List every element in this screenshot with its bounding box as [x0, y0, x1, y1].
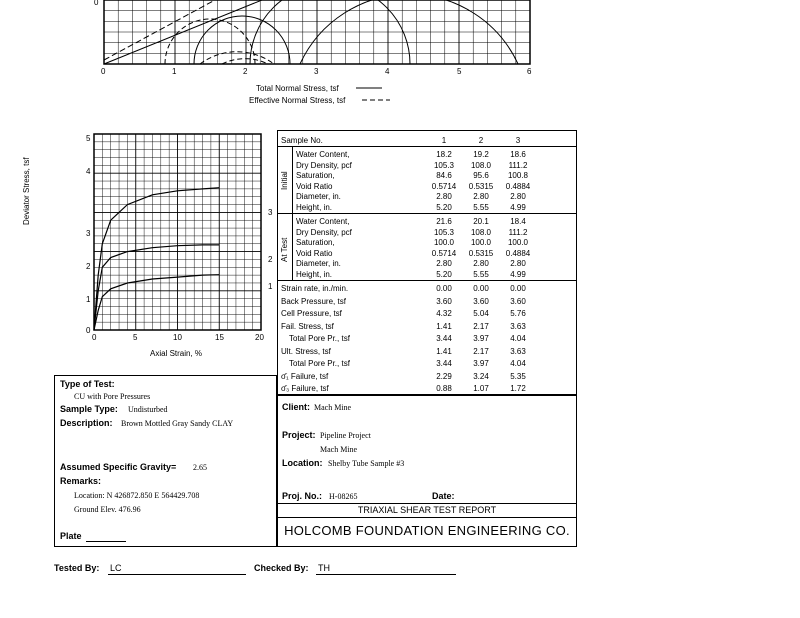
checked-by-label: Checked By: [254, 563, 309, 573]
table-cell: 3.44 [436, 359, 452, 368]
table-cell: 0.5714 [431, 248, 457, 258]
table-cell: 1.72 [510, 384, 526, 393]
ss-y-tick-5: 5 [86, 134, 91, 143]
table-cell: 2.17 [473, 346, 489, 356]
checked-by-value: TH [318, 563, 330, 573]
effective-circle-1 [165, 19, 255, 64]
table-cell: 3.44 [436, 334, 452, 343]
table-cell: 2.80 [473, 259, 489, 268]
group-initial-label: Initial [280, 171, 289, 190]
group-column-divider [292, 146, 293, 280]
remarks-location: Location: N 426872.850 E 564429.708 [74, 491, 200, 500]
table-row-label: Dry Density, pcf [296, 227, 352, 237]
ss-y-tick-4: 4 [86, 167, 91, 176]
table-row-label: Void Ratio [296, 248, 333, 258]
table-row-label: Saturation, [296, 238, 335, 247]
tested-by-line [108, 574, 246, 575]
table-row-label: Void Ratio [296, 181, 333, 191]
table-row-label: Water Content, [296, 150, 350, 159]
ss-y-tick-2: 2 [86, 262, 91, 271]
project-label: Project: [282, 430, 316, 440]
table-sample-no-label: Sample No. [281, 136, 323, 145]
table-cell: 2.80 [510, 259, 526, 268]
ss-y-label: Deviator Stress, tsf [22, 157, 31, 225]
table-row-label: Diameter, in. [296, 259, 341, 268]
report-title-divider [277, 503, 577, 504]
table-cell: 3.60 [436, 296, 452, 306]
mohr-x-tick-4: 4 [385, 67, 390, 76]
proj-no-label: Proj. No.: [282, 491, 322, 501]
table-cell: 4.99 [510, 202, 526, 212]
table-cell: 2.17 [473, 321, 489, 331]
table-row-label: σ̄₃ Failure, tsf [281, 384, 329, 393]
stress-strain-grid [94, 134, 261, 330]
mohr-circle-chart [0, 0, 800, 100]
checked-by-line [316, 574, 456, 575]
table-row-label: Fail. Stress, tsf [281, 321, 334, 331]
table-row-label: σ̄₁ Failure, tsf [281, 371, 329, 381]
table-row-label: Height, in. [296, 269, 333, 279]
table-col-1: 1 [441, 136, 447, 145]
table-cell: 105.3 [433, 227, 455, 237]
mohr-y-tick-0: 0 [94, 0, 99, 7]
table-row-label: Strain rate, in./min. [281, 284, 349, 293]
type-of-test-label: Type of Test: [60, 379, 115, 389]
specific-gravity-value: 2.65 [193, 463, 207, 472]
table-col-2: 2 [478, 136, 484, 145]
table-cell: 0.00 [436, 284, 452, 293]
mohr-x-tick-1: 1 [172, 67, 177, 76]
table-cell: 105.3 [433, 160, 455, 170]
table-cell: 5.55 [473, 269, 489, 279]
table-row-label: Diameter, in. [296, 192, 341, 201]
group-at-test-label: At Test [280, 237, 289, 262]
sample-type-value: Undisturbed [128, 405, 168, 414]
table-row-label: Cell Pressure, tsf [281, 309, 342, 318]
ss-y-tick-1: 1 [86, 295, 91, 304]
company-name: HOLCOMB FOUNDATION ENGINEERING CO. [284, 523, 570, 538]
ss-x-label: Axial Strain, % [150, 349, 203, 358]
ss-x-tick-5: 5 [133, 333, 138, 342]
table-cell: 5.20 [436, 269, 452, 279]
ss-series-label-1: 1 [268, 282, 273, 291]
table-cell: 5.04 [473, 309, 489, 318]
ss-x-tick-0: 0 [92, 333, 97, 342]
table-cell: 18.6 [510, 150, 526, 159]
table-cell: 0.5315 [468, 248, 494, 258]
mohr-x-tick-5: 5 [457, 67, 462, 76]
ss-curve-sample-3 [94, 188, 219, 330]
table-cell: 3.97 [473, 359, 489, 368]
table-row-label: Total Pore Pr., tsf [289, 359, 350, 368]
table-row-label: Back Pressure, tsf [281, 296, 346, 306]
table-cell: 3.63 [510, 346, 526, 356]
mohr-x-tick-0: 0 [101, 67, 106, 76]
tested-by-value: LC [110, 563, 122, 573]
table-row-label: Saturation, [296, 171, 335, 180]
remarks-label: Remarks: [60, 476, 102, 486]
table-header-divider [277, 146, 577, 147]
ss-series-label-3: 3 [268, 208, 273, 217]
mohr-x-tick-2: 2 [243, 67, 248, 76]
description-value: Brown Mottled Gray Sandy CLAY [121, 419, 234, 428]
ss-y-tick-0: 0 [86, 326, 91, 335]
table-cell: 0.5315 [468, 181, 494, 191]
client-value: Mach Mine [314, 403, 352, 412]
table-cell: 0.00 [473, 284, 489, 293]
table-row-label: Water Content, [296, 217, 350, 226]
type-of-test-value: CU with Pore Pressures [74, 392, 151, 401]
table-cell: 1.41 [436, 321, 452, 331]
at-test-divider [277, 280, 577, 281]
table-cell: 0.5714 [431, 181, 457, 191]
specific-gravity-label: Assumed Specific Gravity= [60, 462, 177, 472]
sample-type-label: Sample Type: [60, 404, 118, 414]
table-row-label: Height, in. [296, 202, 333, 212]
table-cell: 3.97 [473, 334, 489, 343]
table-cell: 84.6 [436, 171, 452, 180]
table-cell: 100.0 [433, 238, 455, 247]
stress-strain-frame [94, 134, 261, 330]
table-cell: 3.60 [510, 296, 526, 306]
table-cell: 4.99 [510, 269, 526, 279]
ss-series-label-2: 2 [268, 255, 273, 264]
table-cell: 0.88 [436, 384, 452, 393]
ss-x-tick-15: 15 [215, 333, 224, 342]
table-cell: 0.4884 [505, 248, 531, 258]
mohr-legend-total: Total Normal Stress, tsf [256, 84, 339, 93]
location-value: Shelby Tube Sample #3 [328, 459, 405, 468]
effective-circle-3 [222, 59, 268, 64]
table-cell: 111.2 [508, 227, 528, 237]
table-cell: 1.07 [473, 384, 489, 393]
date-label: Date: [432, 491, 455, 501]
ss-x-tick-10: 10 [173, 333, 182, 342]
table-cell: 3.24 [473, 371, 489, 381]
client-label: Client: [282, 402, 310, 412]
company-divider [277, 517, 577, 518]
plate-line [86, 541, 126, 542]
table-cell: 18.2 [436, 150, 452, 159]
remarks-ground-elev: Ground Elev. 476.96 [74, 505, 141, 514]
mohr-x-tick-3: 3 [314, 67, 319, 76]
ss-x-tick-20: 20 [255, 333, 264, 342]
location-label: Location: [282, 458, 323, 468]
table-cell: 2.80 [436, 259, 452, 268]
table-row-label: Dry Density, pcf [296, 160, 352, 170]
ss-curve-sample-1 [94, 275, 219, 330]
ss-curve-sample-2 [94, 245, 219, 330]
proj-no-value: H-08265 [329, 492, 358, 501]
table-cell: 3.63 [510, 321, 526, 331]
project-value-line2: Mach Mine [320, 445, 358, 454]
plate-label: Plate [60, 531, 82, 541]
table-cell: 111.2 [508, 160, 528, 170]
table-cell: 0.4884 [505, 181, 531, 191]
table-cell: 5.76 [510, 309, 526, 318]
table-cell: 5.35 [510, 371, 526, 381]
mohr-legend-effective: Effective Normal Stress, tsf [249, 96, 346, 105]
mohr-x-tick-6: 6 [527, 67, 532, 76]
table-cell: 5.55 [473, 202, 489, 212]
table-cell: 100.0 [507, 238, 529, 247]
table-col-3: 3 [515, 136, 521, 145]
table-cell: 1.41 [436, 346, 452, 356]
report-title: TRIAXIAL SHEAR TEST REPORT [357, 505, 497, 515]
table-cell: 20.1 [473, 217, 489, 226]
table-cell: 3.60 [473, 296, 489, 306]
table-cell: 19.2 [473, 150, 489, 159]
table-row-label: Ult. Stress, tsf [281, 346, 331, 356]
table-cell: 2.80 [510, 192, 526, 201]
project-value: Pipeline Project [320, 431, 371, 440]
table-cell: 18.4 [510, 217, 526, 226]
total-circle-1 [194, 16, 290, 64]
table-cell: 0.00 [510, 284, 526, 293]
mohr-grid [104, 0, 530, 64]
ss-y-tick-3: 3 [86, 229, 91, 238]
stress-strain-curves [94, 188, 219, 330]
table-cell: 4.04 [510, 359, 526, 368]
table-cell: 21.6 [436, 217, 452, 226]
description-label: Description: [60, 418, 113, 428]
table-cell: 5.20 [436, 202, 452, 212]
table-cell: 100.8 [507, 171, 529, 180]
table-cell: 108.0 [470, 160, 492, 170]
tested-by-label: Tested By: [54, 563, 100, 573]
initial-divider [277, 213, 577, 214]
table-cell: 100.0 [470, 238, 492, 247]
table-cell: 4.32 [436, 309, 452, 318]
table-cell: 2.29 [436, 371, 452, 381]
table-cell: 2.80 [473, 192, 489, 201]
table-row-label: Total Pore Pr., tsf [289, 334, 350, 343]
table-cell: 95.6 [473, 171, 489, 180]
table-cell: 2.80 [436, 192, 452, 201]
table-cell: 108.0 [470, 227, 492, 237]
effective-envelope-line [104, 0, 215, 60]
table-cell: 4.04 [510, 334, 526, 343]
